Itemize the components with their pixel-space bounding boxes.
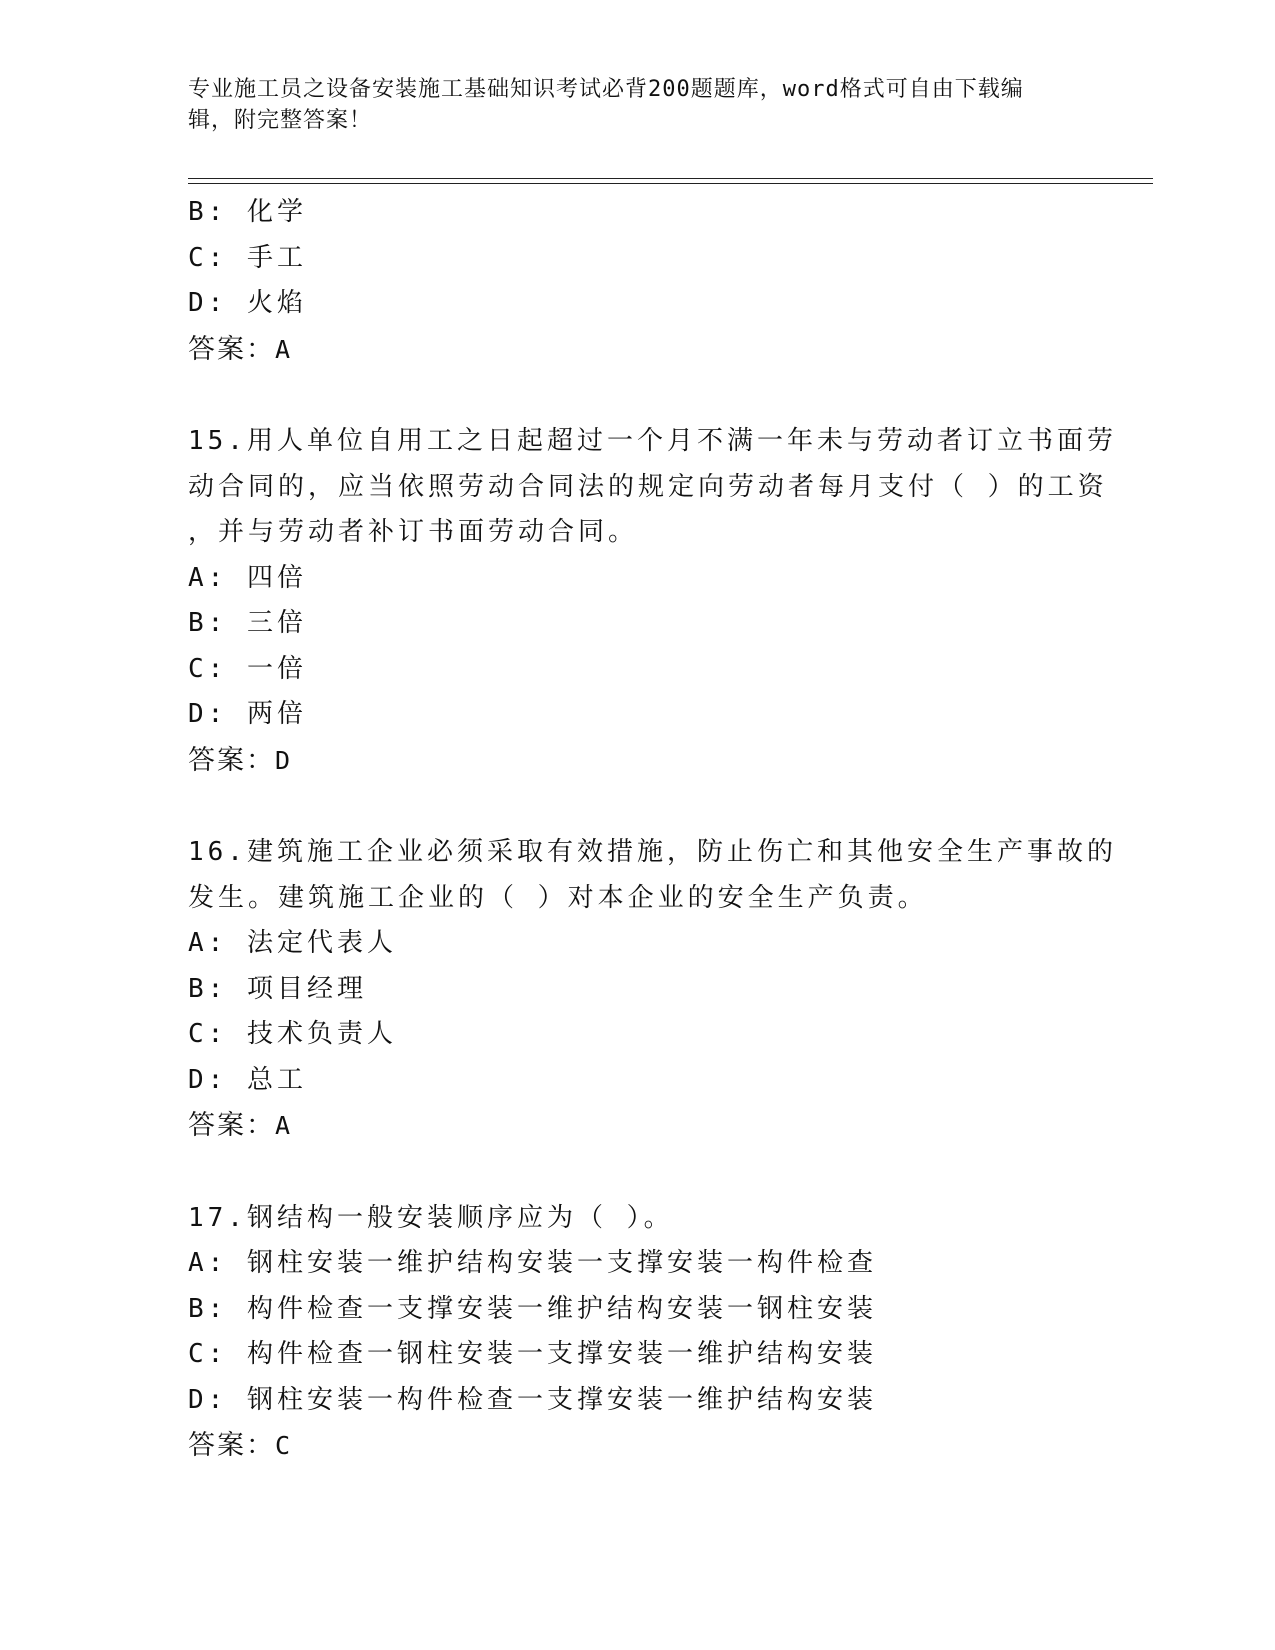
option-c [188, 647, 1088, 693]
option-a [188, 556, 1088, 602]
question-stem-line: 动合同的，应当依照劳动合同法的规定向劳动者每月支付（ ）的工资 [188, 471, 1108, 502]
document-header-title: 专业施工员之设备安装施工基础知识考试必背200题题库，word格式可自由下载编辑，附完整答案！ [188, 77, 1024, 133]
answer-label: 答案： [188, 1430, 275, 1460]
question-16 [188, 830, 1117, 1149]
question-stem-line [188, 1196, 1088, 1242]
option-label: D: [188, 288, 228, 318]
question-17 [188, 1196, 1088, 1469]
question-stem-line: ，并与劳动者补订书面劳动合同。 [188, 517, 639, 547]
option-b [188, 1287, 1088, 1333]
option-text: 手工 [246, 242, 307, 273]
option-text: 两倍 [246, 699, 307, 729]
option-text: 技术负责人 [246, 1019, 397, 1049]
question-partial [188, 190, 1088, 372]
option-text: 构件检查一支撑安装一维护结构安装一钢柱安装 [246, 1293, 877, 1324]
option-label: A: [188, 928, 228, 958]
option-text: 钢柱安装一维护结构安装一支撑安装一构件检查 [246, 1248, 877, 1278]
answer-value: C [275, 1431, 293, 1460]
option-label: B: [188, 197, 228, 227]
option-text: 一倍 [246, 653, 307, 684]
option-c [188, 236, 1088, 282]
option-label: B: [188, 1293, 228, 1324]
option-label: C: [188, 1339, 228, 1369]
answer-label: 答案： [188, 333, 275, 364]
answer-label: 答案： [188, 1110, 275, 1140]
question-stem-line: 发生。建筑施工企业的（ ）对本企业的安全生产负责。 [188, 882, 928, 913]
answer-value: A [275, 1111, 293, 1140]
question-number: 16. [188, 837, 247, 867]
question-number: 17. [188, 1202, 247, 1233]
option-label: B: [188, 973, 228, 1004]
option-d [188, 692, 1088, 738]
question-text: 用人单位自用工之日起超过一个月不满一年未与劳动者订立书面劳 [246, 426, 1117, 456]
option-label: D: [188, 1064, 228, 1095]
question-text: 钢结构一般安装顺序应为（ ）。 [246, 1202, 674, 1233]
answer-line [188, 1103, 1088, 1149]
option-label: C: [188, 1019, 228, 1049]
option-label: A: [188, 562, 228, 593]
option-label: D: [188, 1384, 228, 1415]
header-divider-bottom [188, 183, 1153, 184]
answer-value: D [275, 745, 293, 775]
question-list [188, 190, 1117, 1516]
option-text: 钢柱安装一构件检查一支撑安装一维护结构安装 [246, 1384, 877, 1415]
option-text: 火焰 [246, 288, 307, 318]
option-text: 项目经理 [246, 973, 367, 1004]
answer-line [188, 738, 1088, 784]
header-divider-top [188, 178, 1153, 179]
option-c [188, 1332, 1088, 1378]
option-text: 法定代表人 [246, 928, 397, 958]
question-15 [188, 419, 1117, 783]
option-text: 四倍 [246, 562, 307, 593]
option-text: 化学 [246, 197, 307, 227]
option-b [188, 601, 1088, 647]
question-number: 15. [188, 426, 247, 456]
option-a [188, 1241, 1088, 1287]
option-b [188, 967, 1088, 1013]
question-stem-line [188, 419, 1117, 465]
answer-value: A [275, 334, 293, 364]
answer-line [188, 1423, 1088, 1469]
option-label: C: [188, 242, 228, 273]
option-c [188, 1012, 1088, 1058]
option-text: 总工 [246, 1064, 307, 1095]
option-label: D: [188, 699, 228, 729]
question-stem-line [188, 830, 1117, 876]
option-label: B: [188, 608, 228, 638]
option-text: 三倍 [246, 608, 307, 638]
option-text: 构件检查一钢柱安装一支撑安装一维护结构安装 [246, 1339, 877, 1369]
option-label: C: [188, 653, 228, 684]
option-b [188, 190, 1088, 236]
option-d [188, 281, 1088, 327]
option-d [188, 1378, 1088, 1424]
option-d [188, 1058, 1088, 1104]
option-a [188, 921, 1088, 967]
question-text: 建筑施工企业必须采取有效措施，防止伤亡和其他安全生产事故的 [246, 837, 1117, 867]
option-label: A: [188, 1248, 228, 1278]
answer-label: 答案： [188, 744, 275, 775]
answer-line [188, 327, 1088, 373]
